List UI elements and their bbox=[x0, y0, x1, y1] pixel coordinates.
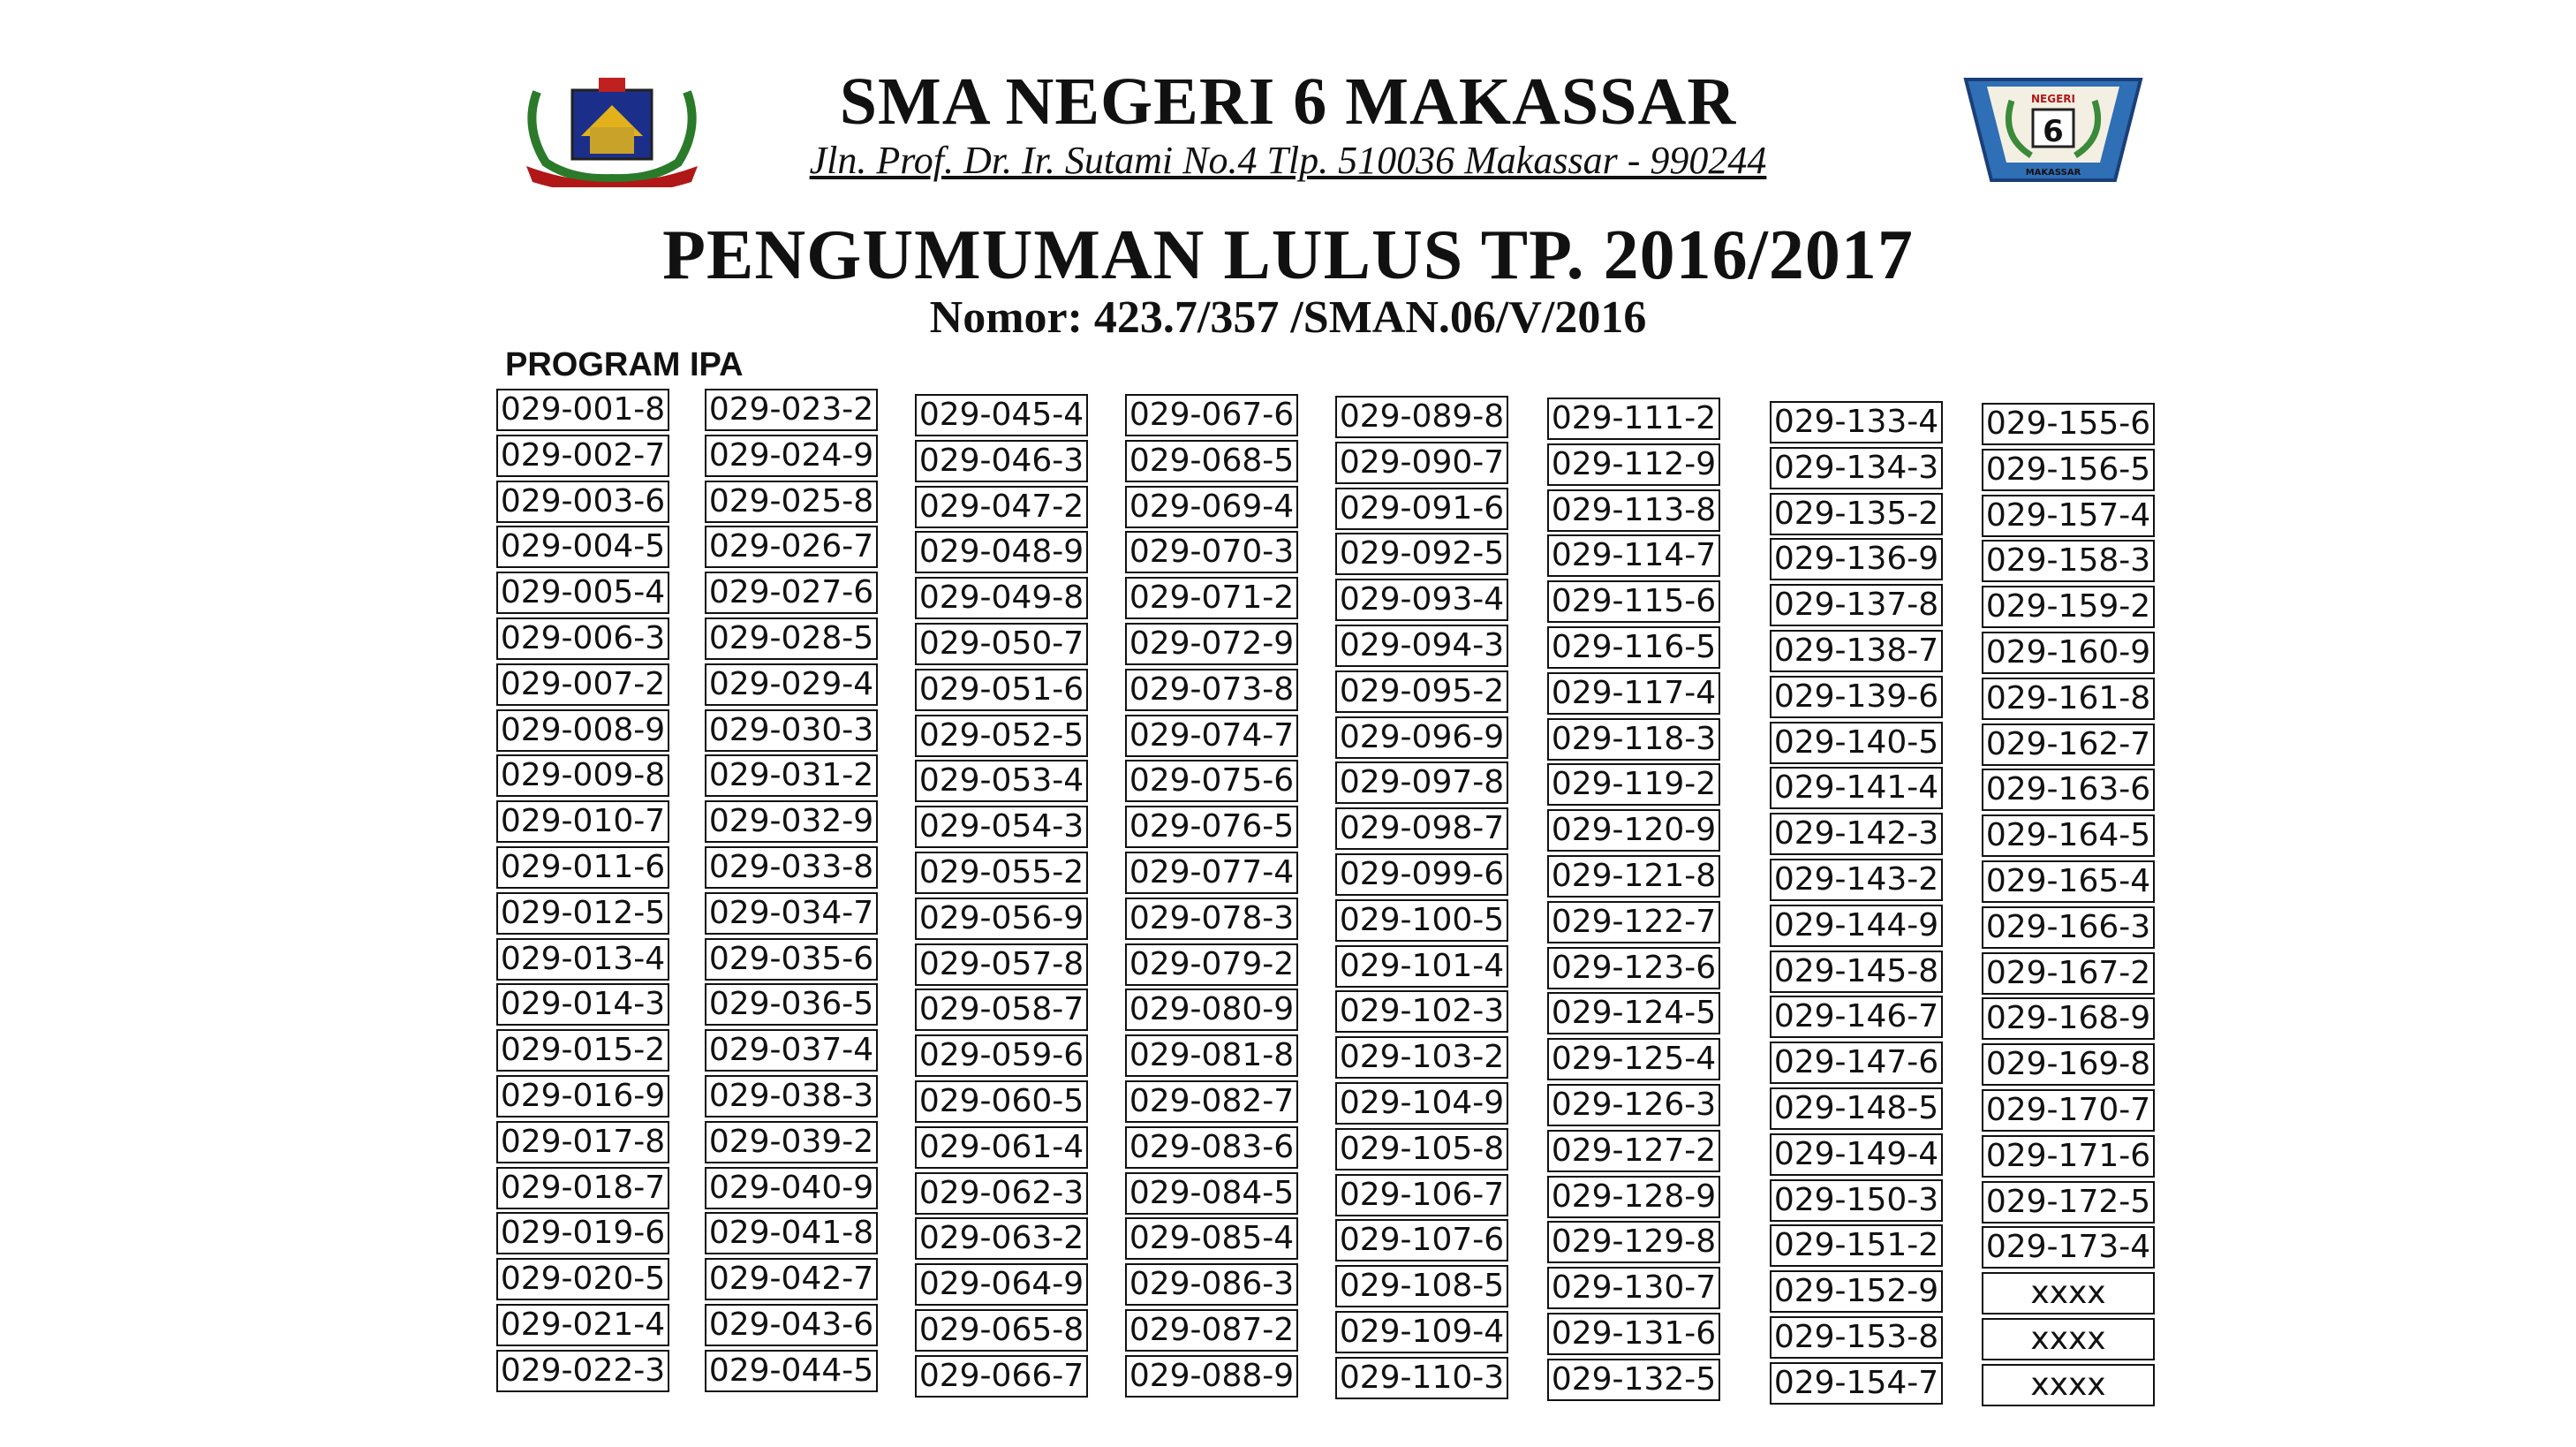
exam-number-cell: 029-090-7 bbox=[1335, 442, 1508, 484]
exam-number-cell: 029-162-7 bbox=[1982, 724, 2155, 766]
exam-number-cell: 029-110-3 bbox=[1335, 1357, 1508, 1399]
exam-number-cell: 029-012-5 bbox=[496, 892, 669, 935]
exam-number-cell: 029-157-4 bbox=[1982, 495, 2155, 537]
exam-number-cell: 029-079-2 bbox=[1125, 943, 1298, 986]
program-label: PROGRAM IPA bbox=[505, 346, 744, 383]
exam-number-cell: 029-019-6 bbox=[496, 1212, 669, 1254]
exam-number-cell: 029-137-8 bbox=[1770, 584, 1943, 626]
exam-number-cell: 029-147-6 bbox=[1770, 1042, 1943, 1084]
exam-number-cell: 029-010-7 bbox=[496, 800, 669, 843]
exam-number-cell: 029-126-3 bbox=[1547, 1084, 1720, 1126]
exam-number-cell: 029-167-2 bbox=[1982, 952, 2155, 995]
exam-number-cell: 029-158-3 bbox=[1982, 540, 2155, 582]
exam-number-cell: 029-127-2 bbox=[1547, 1130, 1720, 1172]
exam-number-cell: 029-159-2 bbox=[1982, 586, 2155, 628]
exam-number-cell: 029-134-3 bbox=[1770, 447, 1943, 489]
exam-number-cell: 029-035-6 bbox=[705, 938, 878, 981]
exam-number-cell: 029-122-7 bbox=[1547, 901, 1720, 943]
exam-number-cell: 029-099-6 bbox=[1335, 853, 1508, 896]
exam-number-cell: 029-077-4 bbox=[1125, 852, 1298, 894]
exam-number-cell: 029-057-8 bbox=[915, 943, 1088, 986]
exam-number-cell: 029-025-8 bbox=[705, 481, 878, 523]
exam-number-cell: 029-136-9 bbox=[1770, 538, 1943, 580]
exam-number-cell: 029-166-3 bbox=[1982, 906, 2155, 949]
exam-number-cell: 029-081-8 bbox=[1125, 1034, 1298, 1077]
exam-number-cell: 029-072-9 bbox=[1125, 623, 1298, 665]
exam-number-cell: 029-033-8 bbox=[705, 846, 878, 889]
exam-number-cell: 029-039-2 bbox=[705, 1121, 878, 1163]
exam-number-cell: 029-129-8 bbox=[1547, 1221, 1720, 1263]
exam-number-cell: 029-005-4 bbox=[496, 572, 669, 614]
exam-number-cell: 029-117-4 bbox=[1547, 672, 1720, 715]
exam-number-cell: 029-044-5 bbox=[705, 1350, 878, 1392]
exam-number-cell: 029-161-8 bbox=[1982, 678, 2155, 720]
exam-number-cell: xxxx bbox=[1982, 1318, 2155, 1360]
exam-number-cell: 029-003-6 bbox=[496, 481, 669, 523]
school-address bbox=[0, 138, 2576, 183]
exam-number-cell: 029-029-4 bbox=[705, 663, 878, 706]
exam-number-cell: 029-034-7 bbox=[705, 892, 878, 935]
exam-number-cell: 029-051-6 bbox=[915, 669, 1088, 711]
exam-number-cell: 029-009-8 bbox=[496, 754, 669, 797]
exam-number-cell: 029-092-5 bbox=[1335, 533, 1508, 575]
exam-number-cell: 029-080-9 bbox=[1125, 989, 1298, 1031]
exam-number-cell: 029-015-2 bbox=[496, 1029, 669, 1072]
exam-number-cell: 029-152-9 bbox=[1770, 1270, 1943, 1313]
exam-number-cell: 029-048-9 bbox=[915, 531, 1088, 573]
exam-number-cell: 029-091-6 bbox=[1335, 488, 1508, 530]
exam-number-cell: 029-170-7 bbox=[1982, 1089, 2155, 1132]
exam-number-cell: 029-073-8 bbox=[1125, 669, 1298, 711]
exam-number-cell: 029-142-3 bbox=[1770, 813, 1943, 855]
exam-number-cell: 029-103-2 bbox=[1335, 1036, 1508, 1079]
school-logo-city: MAKASSAR bbox=[2025, 168, 2081, 178]
exam-number-cell: 029-021-4 bbox=[496, 1304, 669, 1346]
exam-number-cell: 029-055-2 bbox=[915, 852, 1088, 894]
exam-number-cell: 029-084-5 bbox=[1125, 1172, 1298, 1215]
exam-number-cell: 029-083-6 bbox=[1125, 1126, 1298, 1169]
exam-number-cell: 029-032-9 bbox=[705, 800, 878, 843]
exam-number-cell: 029-173-4 bbox=[1982, 1226, 2155, 1269]
exam-number-cell: 029-169-8 bbox=[1982, 1043, 2155, 1086]
exam-number-cell: 029-113-8 bbox=[1547, 489, 1720, 532]
exam-number-cell: 029-120-9 bbox=[1547, 809, 1720, 852]
exam-number-cell: 029-042-7 bbox=[705, 1258, 878, 1300]
exam-number-cell: 029-130-7 bbox=[1547, 1267, 1720, 1309]
exam-number-cell: 029-011-6 bbox=[496, 846, 669, 889]
exam-number-cell: 029-086-3 bbox=[1125, 1263, 1298, 1306]
exam-number-cell: 029-094-3 bbox=[1335, 625, 1508, 667]
exam-number-cell: 029-123-6 bbox=[1547, 947, 1720, 989]
exam-number-cell: 029-050-7 bbox=[915, 623, 1088, 665]
exam-number-cell: 029-143-2 bbox=[1770, 859, 1943, 901]
exam-number-cell: 029-144-9 bbox=[1770, 905, 1943, 947]
exam-number-cell: 029-139-6 bbox=[1770, 676, 1943, 718]
exam-number-cell: 029-097-8 bbox=[1335, 761, 1508, 804]
exam-number-cell: 029-163-6 bbox=[1982, 769, 2155, 811]
exam-number-cell: 029-066-7 bbox=[915, 1355, 1088, 1398]
exam-number-cell: 029-052-5 bbox=[915, 715, 1088, 757]
exam-number-cell: 029-118-3 bbox=[1547, 718, 1720, 761]
exam-number-cell: 029-168-9 bbox=[1982, 997, 2155, 1040]
exam-number-cell: 029-004-5 bbox=[496, 526, 669, 568]
exam-number-cell: 029-132-5 bbox=[1547, 1359, 1720, 1401]
exam-number-cell: 029-145-8 bbox=[1770, 951, 1943, 993]
exam-number-cell: 029-172-5 bbox=[1982, 1181, 2155, 1224]
exam-number-cell: 029-154-7 bbox=[1770, 1362, 1943, 1405]
exam-number-cell: 029-116-5 bbox=[1547, 626, 1720, 669]
exam-number-cell: 029-043-6 bbox=[705, 1304, 878, 1346]
school-name: SMA NEGERI 6 MAKASSAR bbox=[839, 64, 1737, 139]
exam-number-cell: 029-061-4 bbox=[915, 1126, 1088, 1169]
exam-number-cell: 029-096-9 bbox=[1335, 716, 1508, 759]
exam-number-cell: 029-155-6 bbox=[1982, 403, 2155, 445]
exam-number-cell: 029-068-5 bbox=[1125, 440, 1298, 482]
exam-number-cell: 029-100-5 bbox=[1335, 899, 1508, 942]
exam-number-cell: 029-030-3 bbox=[705, 709, 878, 752]
exam-number-cell: 029-093-4 bbox=[1335, 579, 1508, 621]
exam-number-cell: 029-128-9 bbox=[1547, 1176, 1720, 1218]
exam-number-cell: 029-074-7 bbox=[1125, 715, 1298, 757]
exam-number-cell: 029-018-7 bbox=[496, 1167, 669, 1209]
exam-number-cell: 029-023-2 bbox=[705, 389, 878, 431]
exam-number-cell: 029-101-4 bbox=[1335, 945, 1508, 988]
exam-number-cell: 029-165-4 bbox=[1982, 860, 2155, 903]
exam-number-cell: 029-149-4 bbox=[1770, 1133, 1943, 1176]
exam-number-cell: 029-059-6 bbox=[915, 1034, 1088, 1077]
exam-number-cell: 029-140-5 bbox=[1770, 722, 1943, 764]
exam-number-cell: 029-022-3 bbox=[496, 1350, 669, 1392]
exam-number-cell: 029-002-7 bbox=[496, 435, 669, 477]
exam-number-cell: 029-054-3 bbox=[915, 806, 1088, 848]
exam-number-cell: 029-106-7 bbox=[1335, 1174, 1508, 1216]
exam-number-cell: 029-133-4 bbox=[1770, 401, 1943, 443]
exam-number-cell: 029-095-2 bbox=[1335, 670, 1508, 713]
exam-number-cell: 029-056-9 bbox=[915, 898, 1088, 940]
exam-number-cell: xxxx bbox=[1982, 1364, 2155, 1406]
exam-number-cell: 029-078-3 bbox=[1125, 898, 1298, 940]
exam-number-cell: 029-098-7 bbox=[1335, 807, 1508, 850]
exam-number-cell: 029-036-5 bbox=[705, 983, 878, 1026]
exam-number-cell: 029-016-9 bbox=[496, 1075, 669, 1117]
exam-number-cell: 029-107-6 bbox=[1335, 1219, 1508, 1261]
exam-number-cell: 029-017-8 bbox=[496, 1121, 669, 1163]
exam-number-cell: 029-119-2 bbox=[1547, 763, 1720, 806]
exam-number-cell: 029-089-8 bbox=[1335, 396, 1508, 438]
exam-number-cell: 029-067-6 bbox=[1125, 394, 1298, 436]
exam-number-cell: 029-085-4 bbox=[1125, 1217, 1298, 1260]
exam-number-cell: 029-153-8 bbox=[1770, 1316, 1943, 1359]
exam-number-cell: 029-049-8 bbox=[915, 577, 1088, 619]
school-logo-number: 6 bbox=[2043, 114, 2064, 149]
exam-number-cell: 029-125-4 bbox=[1547, 1038, 1720, 1080]
exam-number-cell: 029-138-7 bbox=[1770, 630, 1943, 672]
exam-number-cell: 029-160-9 bbox=[1982, 632, 2155, 674]
exam-number-cell: 029-006-3 bbox=[496, 617, 669, 660]
exam-number-cell: 029-020-5 bbox=[496, 1258, 669, 1300]
exam-number-cell: 029-060-5 bbox=[915, 1080, 1088, 1123]
exam-number-cell: 029-156-5 bbox=[1982, 449, 2155, 491]
exam-number-cell: 029-148-5 bbox=[1770, 1087, 1943, 1130]
exam-number-cell: 029-075-6 bbox=[1125, 760, 1298, 802]
exam-number-cell: 029-112-9 bbox=[1547, 443, 1720, 486]
exam-number-cell: 029-063-2 bbox=[915, 1217, 1088, 1260]
exam-number-cell: 029-135-2 bbox=[1770, 493, 1943, 535]
exam-number-cell: 029-076-5 bbox=[1125, 806, 1298, 848]
exam-number-cell: 029-053-4 bbox=[915, 760, 1088, 802]
exam-number-cell: 029-082-7 bbox=[1125, 1080, 1298, 1123]
exam-number-cell: 029-150-3 bbox=[1770, 1179, 1943, 1222]
exam-number-cell: 029-024-9 bbox=[705, 435, 878, 477]
exam-number-cell: 029-071-2 bbox=[1125, 577, 1298, 619]
exam-number-cell: 029-007-2 bbox=[496, 663, 669, 706]
exam-number-cell: 029-037-4 bbox=[705, 1029, 878, 1072]
exam-number-cell: 029-013-4 bbox=[496, 938, 669, 981]
exam-number-cell: 029-108-5 bbox=[1335, 1265, 1508, 1307]
exam-number-cell: 029-088-9 bbox=[1125, 1355, 1298, 1398]
exam-number-cell: 029-058-7 bbox=[915, 989, 1088, 1031]
exam-number-cell: 029-040-9 bbox=[705, 1167, 878, 1209]
exam-number-cell: 029-014-3 bbox=[496, 983, 669, 1026]
document-number: Nomor: 423.7/357 /SMAN.06/V/2016 bbox=[929, 292, 1647, 343]
exam-number-cell: 029-031-2 bbox=[705, 754, 878, 797]
school-logo-label: NEGERI bbox=[2031, 93, 2075, 105]
exam-number-cell: 029-001-8 bbox=[496, 389, 669, 431]
exam-number-cell: 029-121-8 bbox=[1547, 855, 1720, 898]
exam-number-cell: 029-064-9 bbox=[915, 1263, 1088, 1306]
exam-number-cell: 029-069-4 bbox=[1125, 486, 1298, 528]
exam-number-cell: 029-141-4 bbox=[1770, 767, 1943, 809]
school-address-text: Jln. Prof. Dr. Ir. Sutami No.4 Tlp. 510036 Makassar - 990244 bbox=[809, 139, 1767, 182]
exam-number-cell: 029-102-3 bbox=[1335, 990, 1508, 1033]
exam-number-cell: 029-105-8 bbox=[1335, 1128, 1508, 1170]
exam-number-cell: 029-146-7 bbox=[1770, 996, 1943, 1038]
exam-number-cell: 029-070-3 bbox=[1125, 531, 1298, 573]
exam-number-cell: xxxx bbox=[1982, 1272, 2155, 1314]
announcement-title: PENGUMUMAN LULUS TP. 2016/2017 bbox=[662, 216, 1914, 294]
exam-number-cell: 029-046-3 bbox=[915, 440, 1088, 482]
exam-number-cell: 029-041-8 bbox=[705, 1212, 878, 1254]
exam-number-cell: 029-115-6 bbox=[1547, 580, 1720, 623]
exam-number-cell: 029-111-2 bbox=[1547, 398, 1720, 440]
exam-number-cell: 029-087-2 bbox=[1125, 1309, 1298, 1352]
exam-number-cell: 029-047-2 bbox=[915, 486, 1088, 528]
exam-number-cell: 029-038-3 bbox=[705, 1075, 878, 1117]
exam-number-cell: 029-062-3 bbox=[915, 1172, 1088, 1215]
exam-number-cell: 029-124-5 bbox=[1547, 992, 1720, 1034]
exam-number-cell: 029-028-5 bbox=[705, 617, 878, 660]
exam-number-cell: 029-104-9 bbox=[1335, 1082, 1508, 1125]
exam-number-cell: 029-151-2 bbox=[1770, 1224, 1943, 1267]
exam-number-cell: 029-045-4 bbox=[915, 394, 1088, 436]
exam-number-cell: 029-026-7 bbox=[705, 526, 878, 568]
exam-number-cell: 029-164-5 bbox=[1982, 814, 2155, 857]
exam-number-cell: 029-131-6 bbox=[1547, 1313, 1720, 1355]
exam-number-cell: 029-008-9 bbox=[496, 709, 669, 752]
exam-number-cell: 029-114-7 bbox=[1547, 534, 1720, 577]
exam-number-cell: 029-065-8 bbox=[915, 1309, 1088, 1352]
exam-number-cell: 029-171-6 bbox=[1982, 1135, 2155, 1178]
exam-number-cell: 029-109-4 bbox=[1335, 1311, 1508, 1353]
exam-number-cell: 029-027-6 bbox=[705, 572, 878, 614]
